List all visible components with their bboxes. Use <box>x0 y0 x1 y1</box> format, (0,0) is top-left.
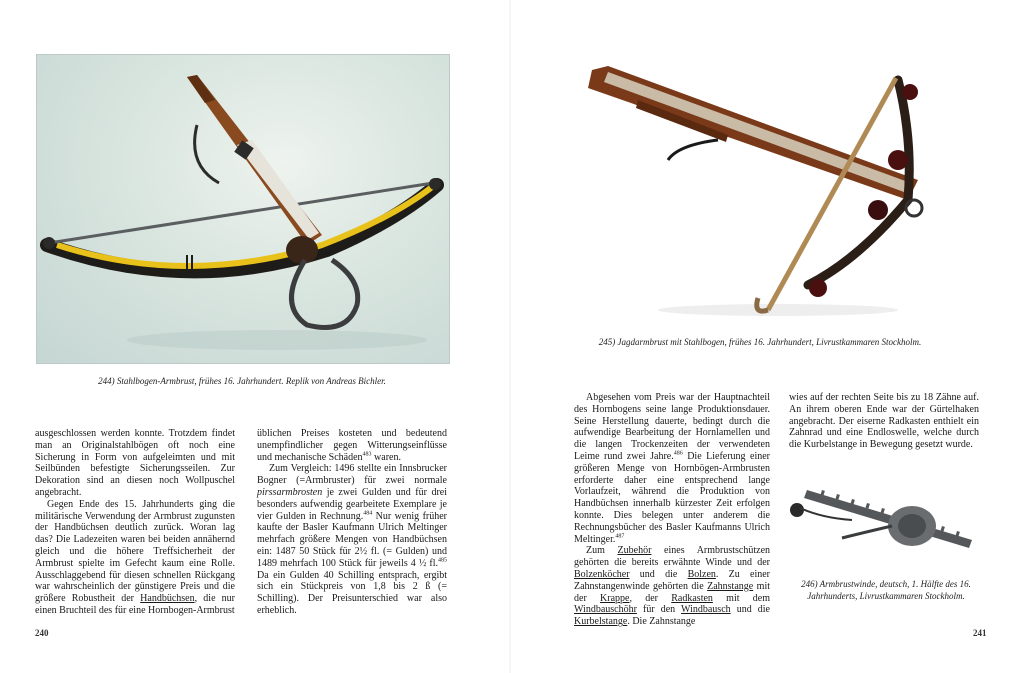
glossary-term-bolzenkoecher[interactable]: Bolzenköcher <box>574 568 630 580</box>
text-run: Nur wenig früher kaufte der Basler Kaufmann Ulrich Meltinger mehrfach größere Mengen von Handbüchsen ein: 1487 50 Stück für 2½ fl. (= Gulden) und 1489 mehrfach 100 Stück für jeweils 4 ½ fl. <box>257 510 448 569</box>
text-run: üblichen Preises kosteten und bedeutend unempfindlicher gegen Witterungseinflüsse und mechanische Schäden <box>257 428 447 463</box>
text-run: je zwei Gulden und für drei besonders aufwendig gearbeitete Exemplare je vier Gulden in Rechnung. <box>257 486 447 522</box>
footnote-ref: 483 <box>362 451 372 458</box>
crossbow-replica-image <box>37 55 449 363</box>
figure-245-caption: 245) Jagdarmbrust mit Stahlbogen, frühes 16. Jahrhundert, Livrustkammaren Stockholm. <box>598 337 922 347</box>
page-number-right: 241 <box>973 628 987 638</box>
text-run: Gegen Ende des 15. Jahrhunderts ging die militärische Verwendung der Armbrust zugunsten der Handbüchsen deutlich zurück. Woran lag das? Die Ladezeiten waren bei beiden annähernd gleich und die höhere Treffsicherheit der Armbrust spielte im Gefecht kaum eine Rolle. Ausschlaggebend für diesen schnellen Rückgang war wahrscheinlich der günstigere Preis und die größere Robustheit der <box>35 498 235 605</box>
text-run: und die <box>629 568 688 580</box>
footnote-ref: 484 <box>363 510 373 517</box>
crossbow-winder-image <box>782 478 982 558</box>
glossary-term-bolzen[interactable]: Bolzen <box>687 568 716 580</box>
glossary-term-zahnstange[interactable]: Zahnstange <box>707 580 754 592</box>
text-run: , der <box>629 592 672 604</box>
right-text-column-2 <box>789 392 979 451</box>
figure-245-hunting-crossbow-photo <box>578 60 928 325</box>
paragraph: ausgeschlossen werden konnte. Trotzdem findet man an Originalstahlbögen oft noch eine Sicherung in Form von aufgeleimten und mit Seilbünden befestigte Sicherungsseilen. Zur Dekoration sind an diesen noch Wollpuschel angebracht. <box>35 428 235 498</box>
text-run: Abgesehen vom Preis war der Hauptnachteil des Hornbogens seine lange Produktionsdauer. Seine Herstellung dauerte, bedingt durch die aufwendige Bearbeitung der Hornlamellen und die langen Trockenzeiten der verwendeten Leime rund zwei Jahre. <box>574 392 770 462</box>
text-run: . Die Zahnstange <box>627 616 696 628</box>
italic-term: pirssarmbrosten <box>257 486 323 498</box>
left-text-column-2 <box>257 428 447 617</box>
hunting-crossbow-image <box>578 60 928 325</box>
left-text-column-1 <box>35 428 235 617</box>
book-gutter <box>509 0 511 673</box>
text-run: Die Lieferung einer größeren Menge von Hornbögen-Armbrusten erforderte daher eine entsprechend lange Vorlaufzeit, während die Produktion von Handbüchsen innerhalb kürzester Zeit erfolgen konnte. Dies belegen unter anderem die Rechnungsbücher des Basler Kaufmanns Ulrich Meltinger. <box>574 450 770 545</box>
text-run: Zum <box>586 545 618 557</box>
paragraph <box>257 428 447 463</box>
text-run: und die <box>730 604 770 616</box>
glossary-term-kurbelstange[interactable]: Kurbelstange <box>574 616 628 628</box>
figure-246-caption: 246) Armbrustwinde, deutsch, 1. Hälfte des 16. Jahrhunderts, Livrustkammaren Stockholm. <box>801 579 971 601</box>
text-run: mit dem <box>712 592 770 604</box>
figure-244-crossbow-photo <box>36 54 450 364</box>
footnote-ref: 485 <box>438 557 447 564</box>
page-number-left: 240 <box>35 628 49 638</box>
paragraph <box>35 499 235 617</box>
text-run: Zum Vergleich: 1496 stellte ein Innsbrucker Bogner (=Armbruster) für zwei normale <box>257 463 447 487</box>
text-run: , die nur einen Bruchteil des für eine Hornbogen-Armbrust <box>35 593 236 616</box>
glossary-term-radkasten[interactable]: Radkasten <box>671 592 713 604</box>
figure-244-caption: 244) Stahlbogen-Armbrust, frühes 16. Jahrhundert. Replik von Andreas Bichler. <box>98 376 386 386</box>
right-text-column-1 <box>574 392 770 628</box>
text-run: für den <box>636 604 682 616</box>
paragraph <box>574 392 770 545</box>
paragraph: wies auf der rechten Seite bis zu 18 Zähne auf. An ihrem oberen Ende war der Gürtelhaken angebracht. Der eiserne Radkasten enthielt ein Zahnrad und eine Endloswelle, welche durch die Kurbelstange in Bewegung gesetzt wurde. <box>789 392 979 451</box>
text-run: Da ein Gulden 40 Schilling entsprach, ergibt sich ein Stückpreis von 1,8 bis 2 ß (= Schilling). Der Preisunterschied war also erheblich. <box>257 569 447 616</box>
glossary-term-windbauschoehr[interactable]: Windbauschöhr <box>574 604 637 616</box>
glossary-term-krappe[interactable]: Krappe <box>600 592 630 604</box>
text-run: waren. <box>371 451 401 463</box>
glossary-term-handbuechsen[interactable]: Handbüchsen <box>140 593 195 605</box>
footnote-ref: 486 <box>673 450 683 457</box>
glossary-term-windbausch[interactable]: Windbausch <box>681 604 731 616</box>
text-run: . Zu einer Zahnstangenwinde gehörten die <box>574 568 771 592</box>
glossary-term-zubehoer[interactable]: Zubehör <box>617 545 652 557</box>
text-run: eines Armbrustschützen gehörten die bereits erwähnte Winde und der <box>574 545 771 569</box>
text-run: mit der <box>574 580 770 604</box>
paragraph <box>574 545 770 628</box>
figure-246-crossbow-winder-photo <box>782 478 982 558</box>
paragraph <box>257 463 447 616</box>
footnote-ref: 487 <box>615 533 625 540</box>
